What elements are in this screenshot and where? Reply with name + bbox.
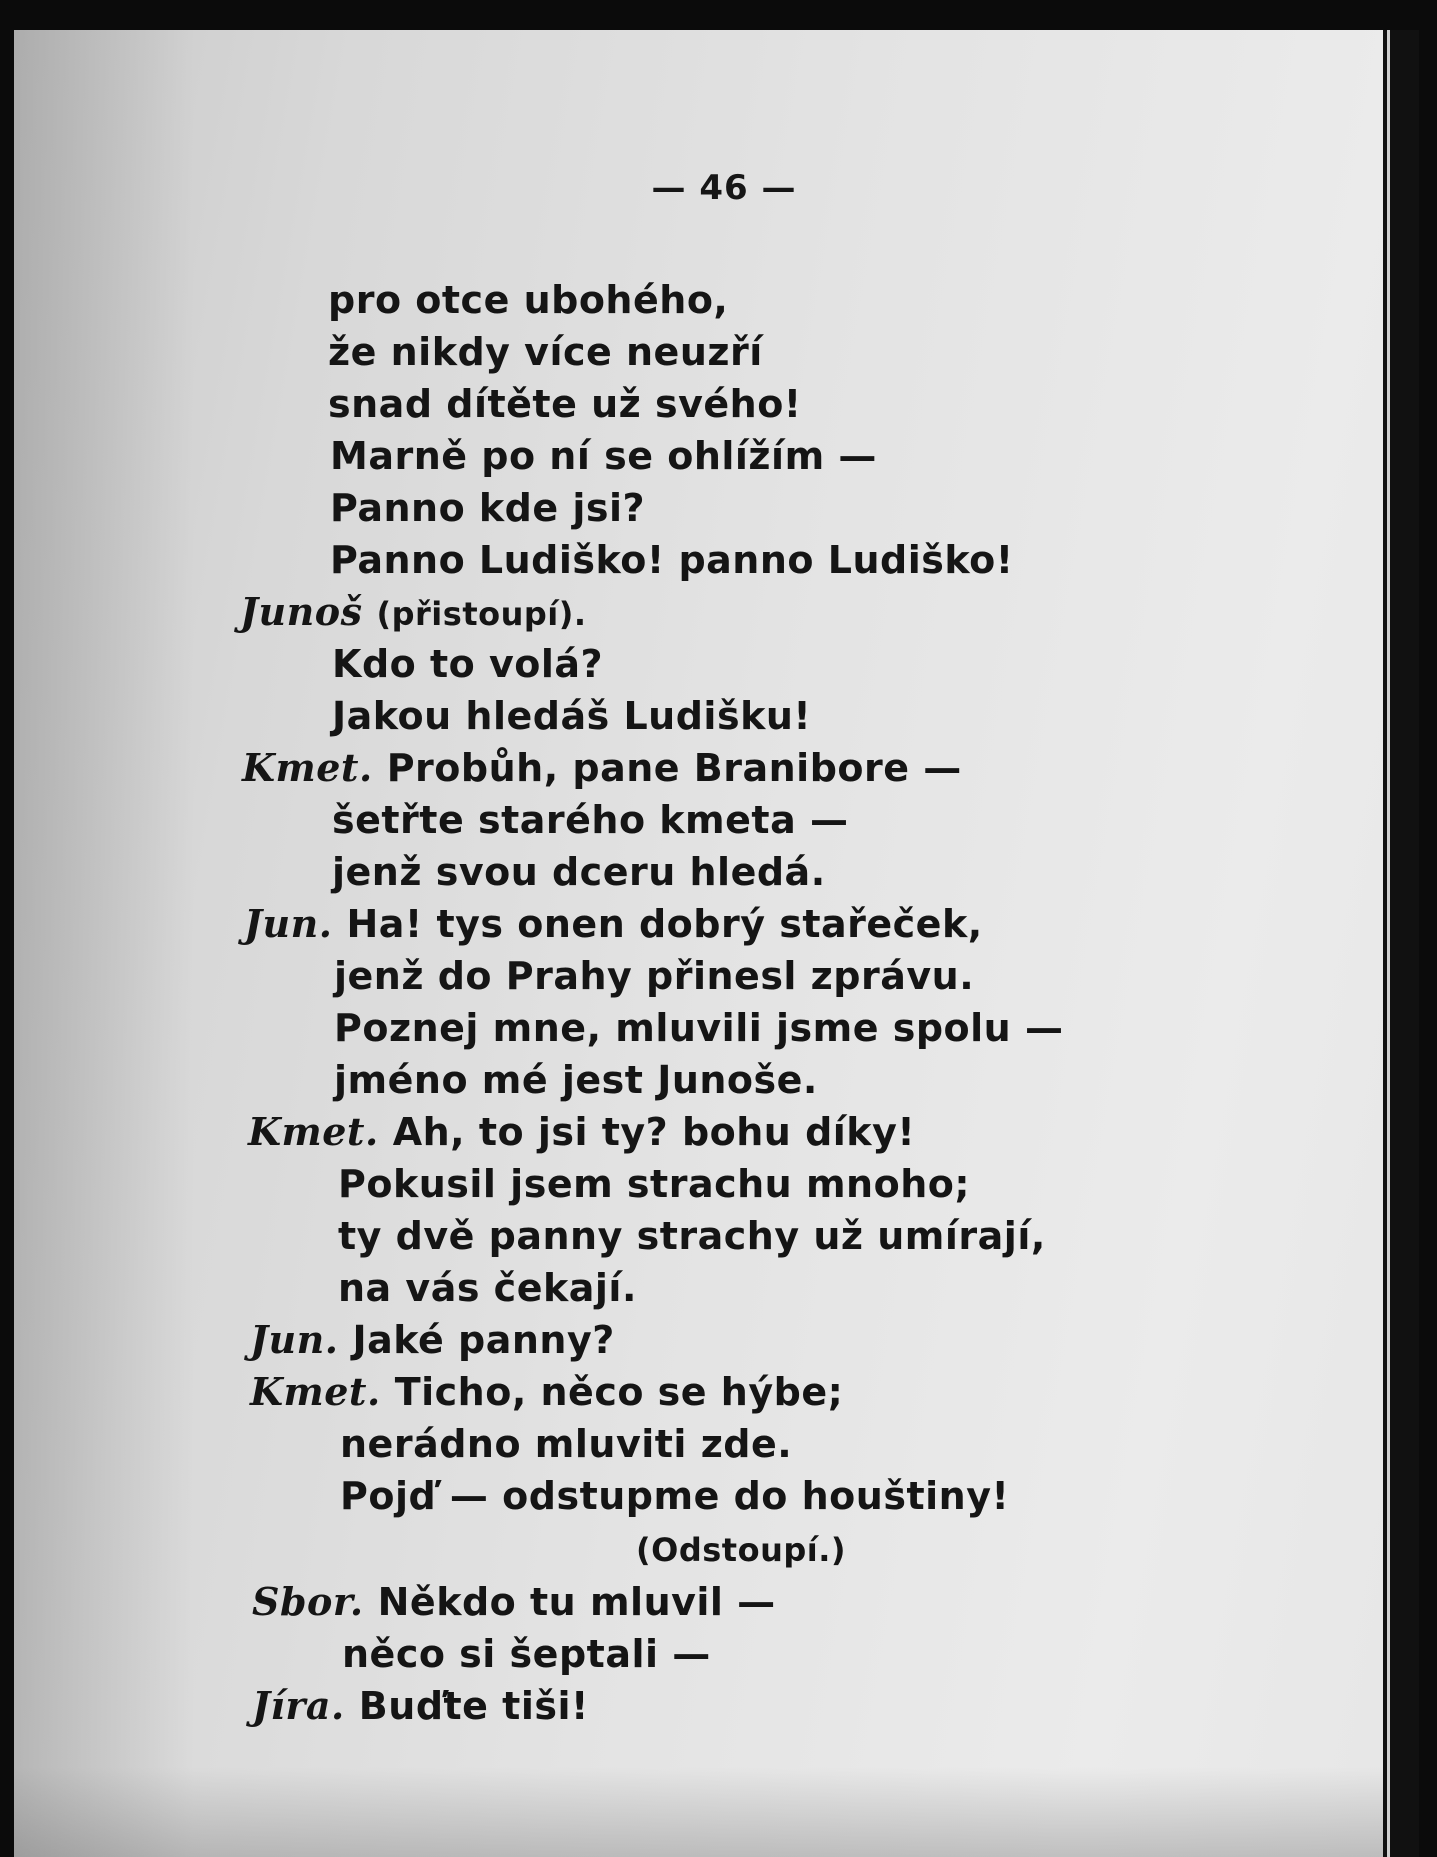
- line-text: Někdo tu mluvil —: [377, 1580, 776, 1624]
- verse-line: [330, 483, 645, 533]
- stage-direction: (přistoupí).: [376, 595, 587, 633]
- line-text: Ah, to jsi ty? bohu díky!: [392, 1110, 916, 1154]
- line-text: jméno mé jest Junoše.: [334, 1058, 818, 1102]
- verse-line: [338, 1263, 637, 1313]
- line-text: Poznej mne, mluvili jsme spolu —: [334, 1006, 1064, 1050]
- page-edge-shadow: [14, 30, 194, 1857]
- speaker-line: [252, 1577, 776, 1627]
- line-text: šetřte starého kmeta —: [332, 798, 849, 842]
- speaker-name: Junoš: [240, 589, 363, 634]
- verse-line: [332, 639, 603, 689]
- verse-line: [334, 1003, 1063, 1053]
- book-page: [14, 30, 1419, 1857]
- speaker-line: [242, 743, 962, 793]
- speaker-line: [252, 1681, 589, 1731]
- line-text: Panno Ludiško! panno Ludiško!: [330, 538, 1014, 582]
- line-text: snad dítěte už svého!: [328, 382, 802, 426]
- line-text: že nikdy více neuzří: [328, 330, 763, 374]
- verse-line: [334, 1055, 818, 1105]
- speaker-line: [250, 1315, 615, 1365]
- page-number: — 46 —: [651, 168, 797, 208]
- speaker-line: [244, 899, 983, 949]
- speaker-name: Kmet.: [248, 1109, 379, 1154]
- line-text: Jaké panny?: [352, 1318, 615, 1362]
- line-text: pro otce ubohého,: [328, 278, 729, 322]
- verse-line: [330, 535, 1014, 585]
- verse-line: [332, 795, 848, 845]
- line-text: na vás čekají.: [338, 1266, 637, 1310]
- line-text: Ticho, něco se hýbe;: [394, 1370, 844, 1414]
- verse-line: [328, 379, 802, 429]
- line-text: jenž do Prahy přinesl zprávu.: [334, 954, 975, 998]
- stage-direction: [636, 1523, 846, 1575]
- line-text: jenž svou dceru hledá.: [332, 850, 826, 894]
- speaker-name: Jun.: [244, 901, 333, 946]
- line-text: Jakou hledáš Ludišku!: [332, 694, 812, 738]
- page-border-strip: [1383, 30, 1419, 1857]
- verse-line: [328, 275, 728, 325]
- speaker-name: Sbor.: [252, 1579, 364, 1624]
- verse-line: [342, 1629, 711, 1679]
- line-text: Marně po ní se ohlížím —: [330, 434, 877, 478]
- speaker-line: [240, 587, 587, 639]
- line-text: ty dvě panny strachy už umírají,: [338, 1214, 1046, 1258]
- line-text: Ha! tys onen dobrý stařeček,: [346, 902, 983, 946]
- line-text: Buďte tiši!: [358, 1684, 589, 1728]
- verse-line: [338, 1211, 1046, 1261]
- line-text: Probůh, pane Branibore —: [386, 746, 962, 790]
- line-text: Kdo to volá?: [332, 642, 604, 686]
- speaker-name: Jun.: [250, 1317, 339, 1362]
- verse-line: [328, 327, 763, 377]
- line-text: nerádno mluviti zde.: [340, 1422, 793, 1466]
- verse-line: [334, 951, 974, 1001]
- speaker-line: [248, 1107, 915, 1157]
- speaker-line: [250, 1367, 843, 1417]
- stage-direction-text: (Odstoupí.): [636, 1531, 846, 1569]
- line-text: Pokusil jsem strachu mnoho;: [338, 1162, 971, 1206]
- verse-line: [340, 1419, 792, 1469]
- line-text: Panno kde jsi?: [330, 486, 646, 530]
- line-text: Pojď — odstupme do houštiny!: [340, 1474, 1010, 1518]
- speaker-name: Kmet.: [250, 1369, 381, 1414]
- speaker-name: Kmet.: [242, 745, 373, 790]
- verse-line: [332, 847, 826, 897]
- verse-line: [338, 1159, 970, 1209]
- line-text: něco si šeptali —: [342, 1632, 711, 1676]
- verse-line: [340, 1471, 1009, 1521]
- verse-line: [330, 431, 877, 481]
- page-bottom-shadow: [14, 1767, 1419, 1857]
- speaker-name: Jíra.: [252, 1683, 345, 1728]
- verse-line: [332, 691, 811, 741]
